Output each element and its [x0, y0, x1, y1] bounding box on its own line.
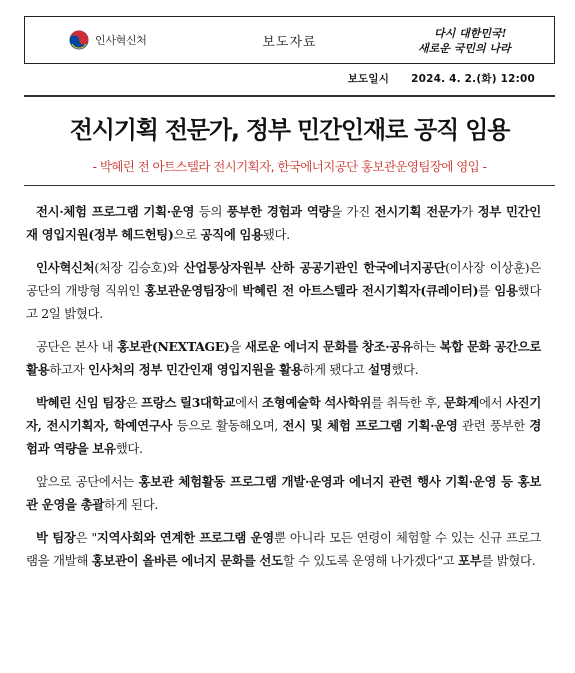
- paragraph: [26, 200, 541, 246]
- text: 뿐 아니라 모든 연령이 체험할 수 있는 신규 프로그램을 개발해: [26, 530, 541, 568]
- release-date-value: 2024. 4. 2.(화) 12:00: [411, 73, 535, 85]
- org-name: 인사혁신처: [95, 34, 147, 47]
- bold-text: 문화계: [444, 395, 480, 410]
- slogan-line1: 다시 대한민국!: [434, 27, 507, 40]
- text: 를 밝혔다.: [481, 553, 536, 568]
- text: 하게 됐다고: [302, 362, 369, 377]
- bold-text: 사진기자, 전시기획자, 학예연구사: [26, 395, 542, 433]
- bold-text: 새로운 에너지 문화를 창조·공유: [244, 339, 413, 354]
- paragraph: [26, 391, 541, 460]
- text: 앞으로 공단에서는: [36, 474, 139, 489]
- bold-text: 홍보관운영팀장: [144, 283, 227, 298]
- bold-text: 박 팀장: [36, 530, 76, 545]
- release-date: [348, 71, 535, 86]
- bold-text: 정부 민간인재 영입지원(정부 헤드헌팅): [26, 204, 541, 242]
- text: 등으로 활동해오며,: [172, 418, 283, 433]
- text: 를: [478, 283, 495, 298]
- text: 하고자: [49, 362, 88, 377]
- bold-text: 박혜린 신임 팀장: [36, 395, 126, 410]
- bold-text: 조형예술학 석사학위: [262, 395, 372, 410]
- text: 하게 된다.: [104, 497, 159, 512]
- paragraph: [26, 526, 541, 572]
- bold-text: 홍보관 체험활동 프로그램 개발·운영과 에너지 관련 행사 기획·운영 등 홍보관 운영을 총괄: [26, 474, 541, 512]
- bold-text: 설명: [368, 362, 392, 377]
- text: 를 취득한 후,: [371, 395, 444, 410]
- bold-text: 전시기획 전문가: [374, 204, 462, 219]
- paragraph: [26, 335, 541, 381]
- bold-text: 포부: [458, 553, 482, 568]
- text: 으로: [173, 227, 201, 242]
- release-date-label: 보도일시: [347, 73, 390, 85]
- text: 했다.: [391, 362, 419, 377]
- text: 등의: [194, 204, 227, 219]
- bold-text: 산업통상자원부 산하 공공기관인 한국에너지공단: [183, 260, 446, 275]
- headline: 전시기획 전문가, 정부 민간인재로 공직 임용: [69, 116, 510, 144]
- bold-text: 전시 및 체험 프로그램 기획·운영: [282, 418, 458, 433]
- text: 은 ": [75, 530, 97, 545]
- slogan-line2: 새로운 국민의 나라: [418, 42, 511, 55]
- bold-text: 박혜린 전 아트스텔라 전시기획자(큐레이터): [242, 283, 479, 298]
- text: 을 가진: [330, 204, 375, 219]
- text: 됐다.: [262, 227, 290, 242]
- text: 에서: [479, 395, 506, 410]
- text: 했다고 2일 밝혔다.: [26, 283, 542, 321]
- bold-text: 인사혁신처: [36, 260, 95, 275]
- headline-box: [24, 95, 555, 186]
- text: 관련 풍부한: [457, 418, 530, 433]
- text: 하는: [412, 339, 440, 354]
- bold-text: 프랑스 릴3대학교: [141, 395, 236, 410]
- bold-text: 홍보관이 올바른 에너지 문화를 선도: [91, 553, 283, 568]
- bold-text: 경험과 역량을 보유: [26, 418, 541, 456]
- text: 할 수 있도록 운영해 나가겠다"고: [282, 553, 459, 568]
- text: (처장 김승호)와: [94, 260, 184, 275]
- bold-text: 임용: [494, 283, 518, 298]
- bold-text: 지역사회와 연계한 프로그램 운영: [96, 530, 274, 545]
- text: (이사장 이상훈)은 공단의 개방형 직위인: [26, 260, 541, 298]
- paragraph: [26, 470, 541, 516]
- bold-text: 공직에 임용: [200, 227, 263, 242]
- bold-text: 풍부한 경험과 역량: [226, 204, 331, 219]
- text: 에: [226, 283, 243, 298]
- paragraph: [26, 256, 541, 325]
- bold-text: 홍보관(NEXTAGE): [116, 339, 230, 354]
- bold-text: 전시·체험 프로그램 기획·운영: [36, 204, 195, 219]
- press-header: [24, 16, 555, 64]
- text: 을: [229, 339, 245, 354]
- article-body: [26, 200, 541, 582]
- text: 했다.: [115, 441, 143, 456]
- text: 은: [125, 395, 142, 410]
- text: 에서: [235, 395, 263, 410]
- press-release-title: 보도자료: [262, 35, 317, 50]
- bold-text: 복합 문화 공간으로 활용: [26, 339, 541, 377]
- subheadline: - 박혜린 전 아트스텔라 전시기획자, 한국에너지공단 홍보관운영팀장에 영입 -: [92, 159, 487, 174]
- text: 공단은 본사 내: [36, 339, 117, 354]
- slogan-calligraphy: [414, 23, 534, 57]
- text: 가: [461, 204, 478, 219]
- bold-text: 인사처의 정부 민간인재 영입지원을 활용: [88, 362, 303, 377]
